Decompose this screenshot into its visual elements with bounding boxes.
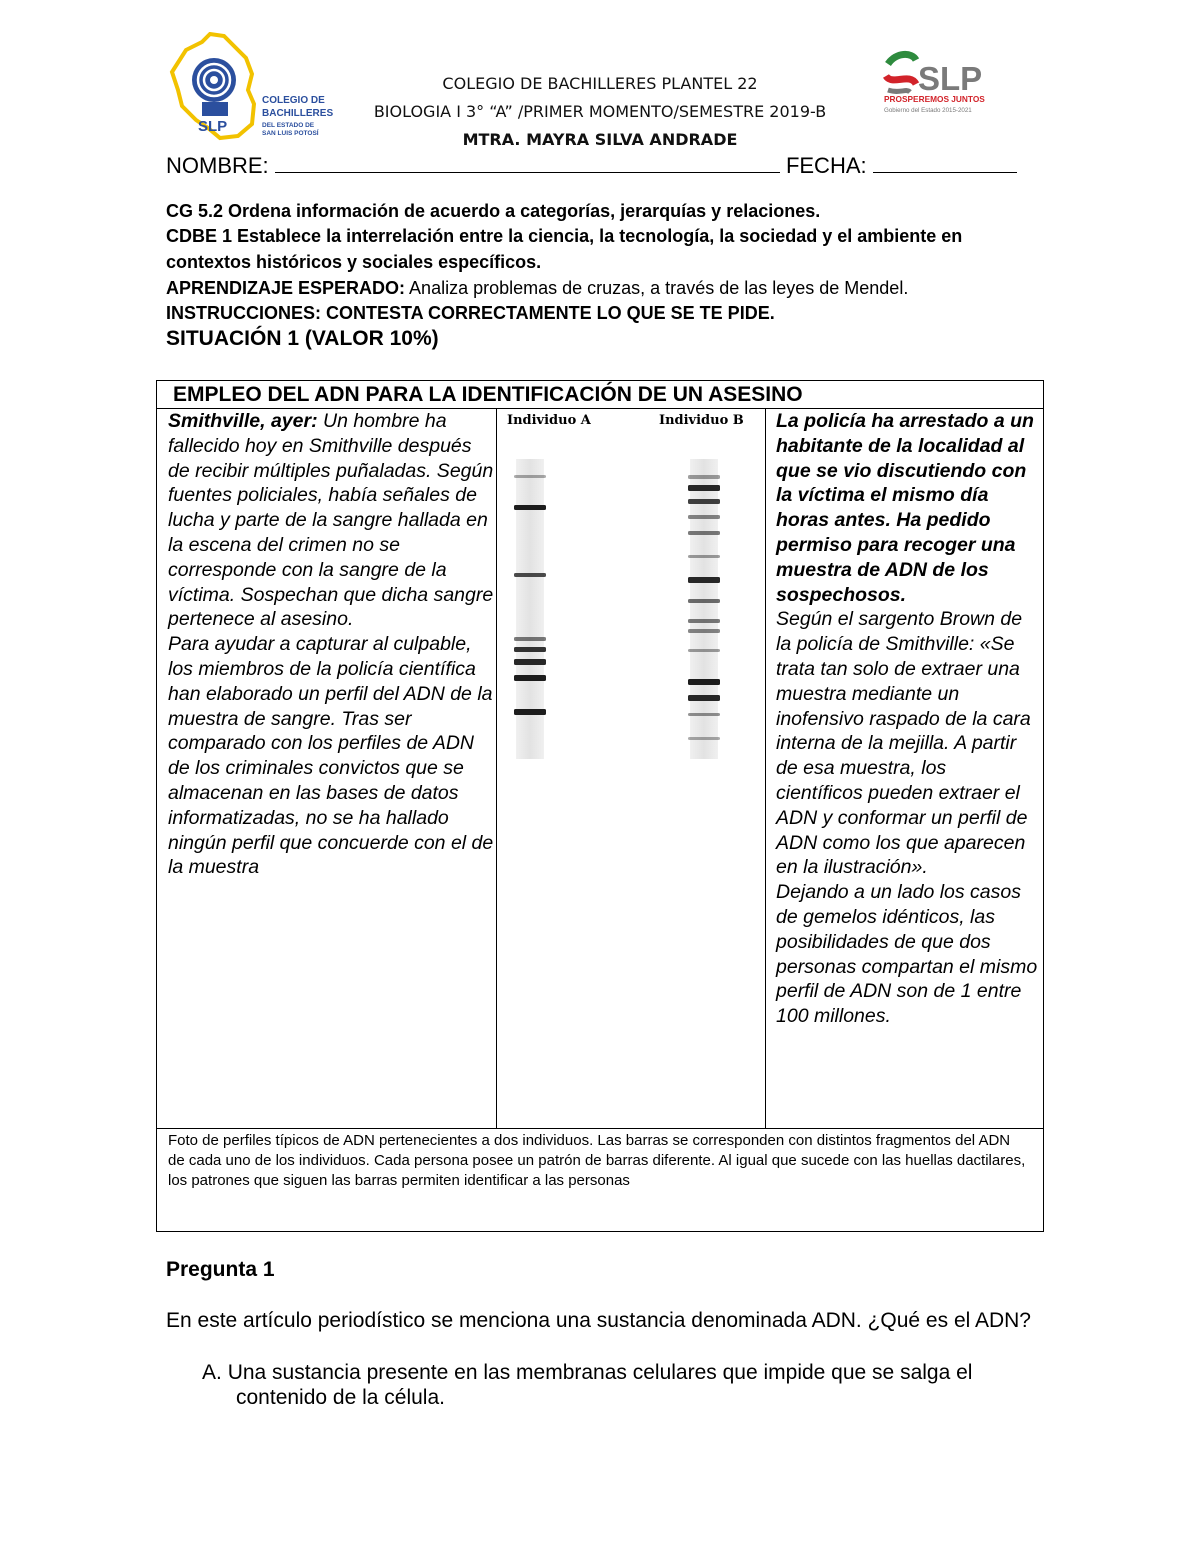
probability-paragraph: Dejando a un lado los casos de gemelos idénticos, las posibilidades de que dos personas compartan el mismo perfil de ADN son de 1 entre 100 millones. [776,881,1038,1028]
option-a-text-line-2: contenido de la célula. [236,1386,445,1409]
gel-lane-a-band-5 [514,647,546,652]
svg-text:Gobierno del Estado 2015-2021: Gobierno del Estado 2015-2021 [884,107,972,114]
instructions: INSTRUCCIONES: CONTESTA CORRECTAMENTE LO QUE SE TE PIDE. [166,303,775,323]
gel-lane-b-band-5 [688,531,720,535]
gel-lane-a-band-7 [514,675,546,681]
gel-label-individual-a: Individuo A [507,413,591,428]
expected-learning-label: APRENDIZAJE ESPERADO: [166,278,406,298]
dna-profile-gel-image [498,451,766,771]
gel-lane-a-band-2 [514,505,546,510]
gel-lane-b-band-14 [688,713,720,716]
gel-label-individual-b: Individuo B [659,413,744,428]
cg-competency: CG 5.2 Ordena información de acuerdo a categorías, jerarquías y relaciones. [166,201,821,221]
article-paragraph-2: Para ayudar a capturar al culpable, los miembros de la policía científica han elaborado un perfil del ADN de la muestra de sangre. Tras ser comparado con los perfiles de ADN de los criminales convictos que se almacenan en las bases de datos informatizadas, no se ha hallado ningún perfil que concuerde con el de la muestra [168,633,494,879]
table-title: EMPLEO DEL ADN PARA LA IDENTIFICACIÓN DE UN ASESINO [173,383,803,406]
name-date-row [166,152,1046,180]
svg-text:SLP: SLP [918,60,983,97]
svg-text:SLP: SLP [198,118,228,135]
gel-lane-b-band-2 [688,485,720,491]
gel-lane-a-band-8 [514,709,546,715]
name-field-line[interactable] [275,152,780,173]
arrest-paragraph: La policía ha arrestado a un habitante de la localidad al que se vio discutiendo con la víctima el mismo día horas antes. Ha pedido permiso para recoger una muestra de ADN de los sospechosos. [776,410,1034,606]
sergeant-quote: Según el sargento Brown de la policía de Smithville: «Se trata tan solo de extraer una muestra mediante un inofensivo raspado de la cara interna de la mejilla. A partir de esa muestra, los científicos pueden extraer el ADN y conformar un perfil de ADN como los que aparecen en la ilustración». [776,608,1031,879]
gel-lane-b-band-13 [688,695,720,701]
option-a-text-line-1: Una sustancia presente en las membranas celulares que impide que se salga el [227,1361,973,1384]
course-line: BIOLOGIA I 3° “A” /PRIMER MOMENTO/SEMESTRE 2019-B [373,102,827,121]
svg-text:SAN LUIS POTOSÍ: SAN LUIS POTOSÍ [262,130,319,137]
gel-lane-a-band-1 [514,475,546,478]
gel-lane-b-band-1 [688,475,720,479]
gel-lane-a-band-3 [514,573,546,577]
gel-caption: Foto de perfiles típicos de ADN pertenecientes a dos individuos. Las barras se corresponden con distintos fragmentos del ADN de cada uno de los individuos. Cada persona posee un patrón de barras diferente. Al igual que sucede con las huellas dactilares, los patrones que siguen las barras permiten identificar a las personas [168,1132,1026,1189]
svg-text:PROSPEREMOS JUNTOS: PROSPEREMOS JUNTOS [884,94,985,104]
svg-text:DEL ESTADO DE: DEL ESTADO DE [262,122,315,129]
expected-learning [166,275,1046,301]
svg-text:COLEGIO DE: COLEGIO DE [262,95,325,106]
gel-lane-b-band-3 [688,499,720,504]
gel-lane-a-band-6 [514,659,546,665]
article-paragraph-1: Un hombre ha fallecido hoy en Smithville después de recibir múltiples puñaladas. Según fuentes policiales, había señales de lucha y parte de la sangre hallada en la escena del crimen no se corresponde con la sangre de la víctima. Sospechan que dicha sangre pertenece al asesino. [168,410,494,631]
svg-text:BACHILLERES: BACHILLERES [262,108,333,119]
gel-lane-b-band-7 [688,577,720,583]
expected-learning-text: Analiza problemas de cruzas, a través de las leyes de Mendel. [405,278,909,298]
question-text: En este artículo periodístico se menciona una sustancia denominada ADN. ¿Qué es el ADN? [166,1309,1031,1332]
gel-lane-b-band-9 [688,619,720,623]
situation-title: SITUACIÓN 1 (VALOR 10%) [166,327,439,350]
article-right-column [776,409,1038,1029]
cdbe-competency: CDBE 1 Establece la interrelación entre la ciencia, la tecnología, la sociedad y el ambiente en contextos históricos y sociales específicos. [166,226,963,272]
name-label: NOMBRE: [166,153,269,178]
dna-article-table [156,380,1044,1232]
table-caption-divider [157,1128,1043,1129]
date-label: FECHA: [785,153,867,178]
gel-lane-b-band-11 [688,649,720,652]
gel-lane-b-band-12 [688,679,720,685]
gel-lane-b-band-4 [688,515,720,519]
gel-lane-b-band-15 [688,737,720,740]
teacher-name: MTRA. MAYRA SILVA ANDRADE [462,130,738,149]
article-lead: Smithville, ayer: [168,410,318,432]
gel-lane-b-band-10 [688,629,720,633]
date-field-line[interactable] [873,152,1017,173]
question-title: Pregunta 1 [166,1258,275,1281]
answer-option-a[interactable] [202,1360,1042,1410]
gel-lane-a-band-4 [514,637,546,641]
article-left-column [168,409,498,880]
gel-lane-b-band-8 [688,599,720,603]
option-a-letter: A. [202,1361,222,1384]
school-name: COLEGIO DE BACHILLERES PLANTEL 22 [442,74,758,93]
gel-lane-b-band-6 [688,555,720,558]
